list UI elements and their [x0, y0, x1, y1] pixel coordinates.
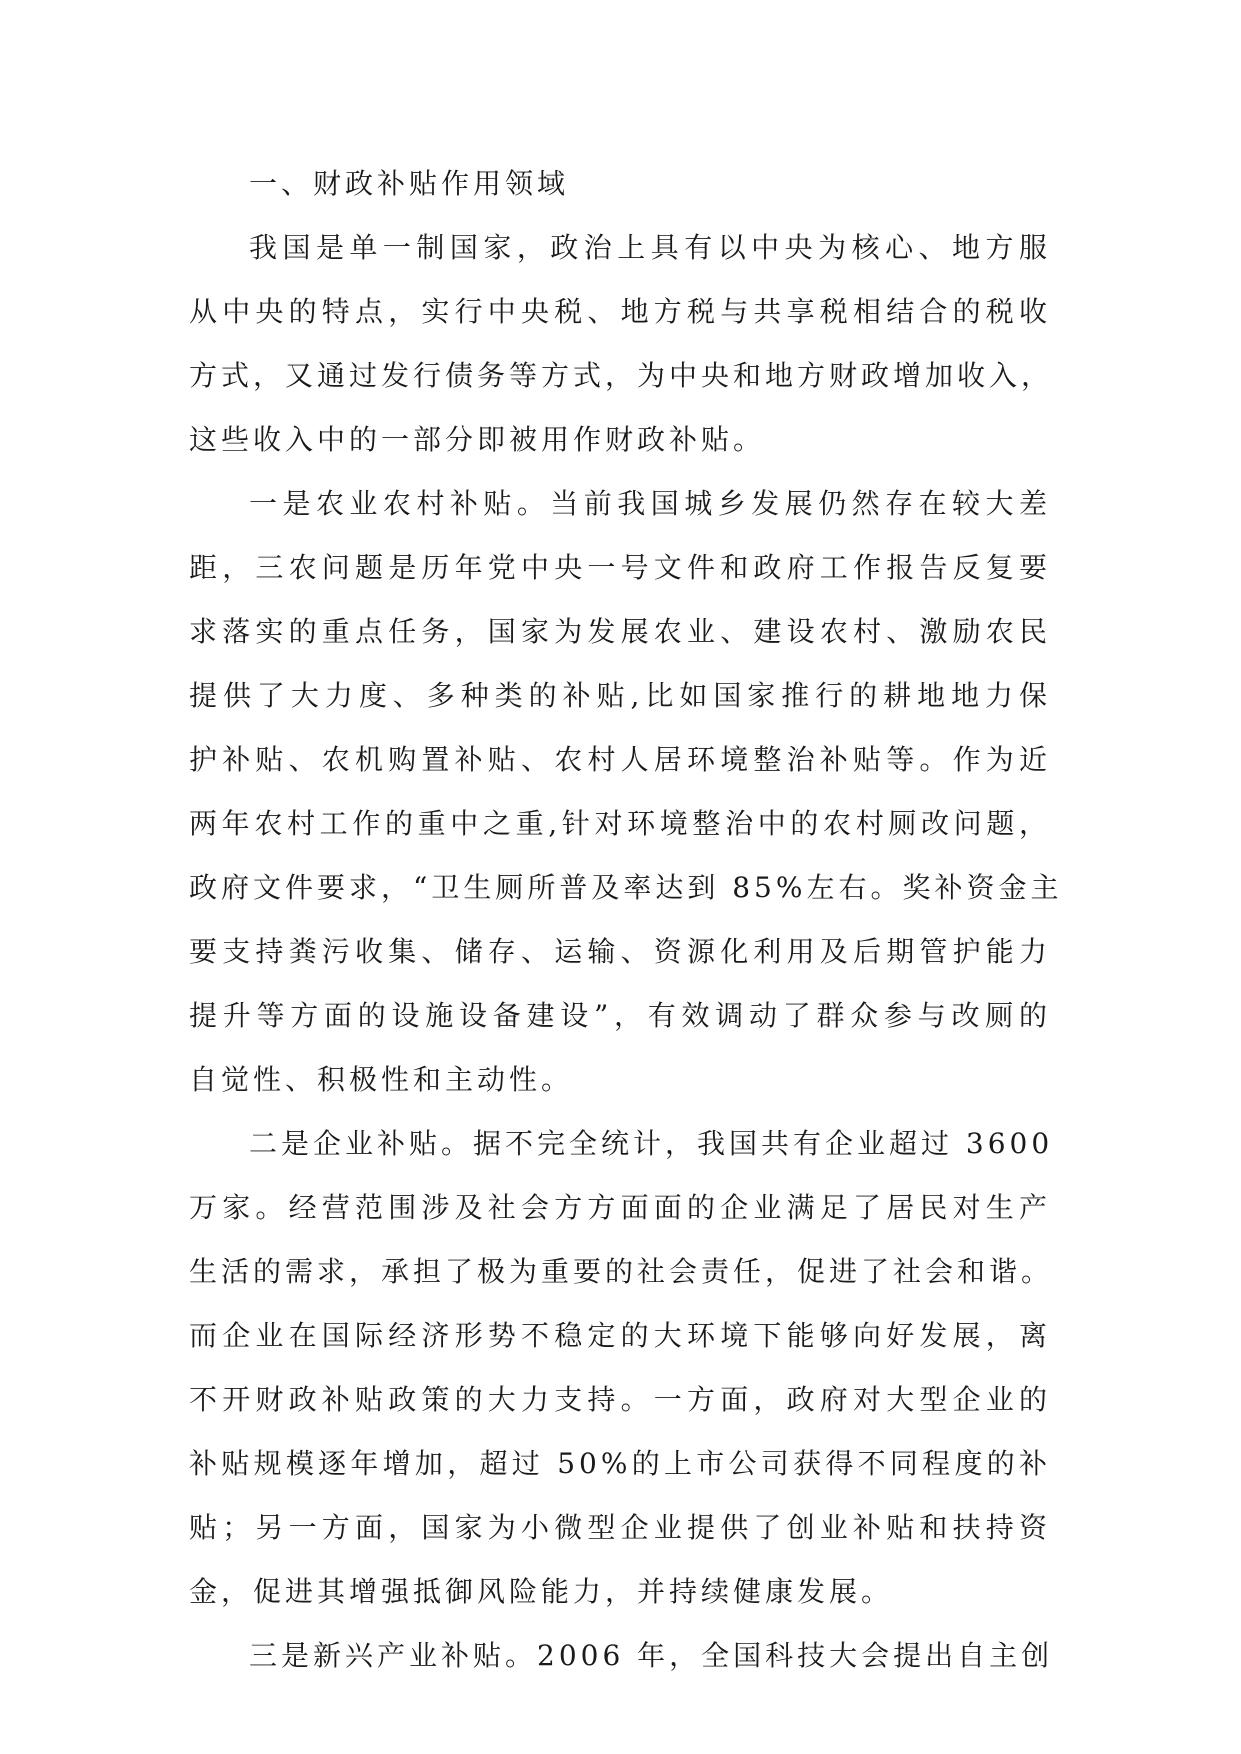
- text-line: 求落实的重点任务，国家为发展农业、建设农村、激励农民: [189, 615, 1051, 648]
- text-line: 一是农业农村补贴。当前我国城乡发展仍然存在较大差: [249, 487, 1051, 520]
- paragraph-agriculture-subsidy: [189, 472, 1063, 1112]
- text-line: 三是新兴产业补贴。2006 年，全国科技大会提出自主创: [249, 1639, 1054, 1672]
- text-line: 我国是单一制国家，政治上具有以中央为核心、地方服: [249, 231, 1051, 264]
- text-line: 金，促进其增强抵御风险能力，并持续健康发展。: [189, 1575, 894, 1608]
- text-line: 不开财政补贴政策的大力支持。一方面，政府对大型企业的: [189, 1383, 1051, 1416]
- text-line: 贴；另一方面，国家为小微型企业提供了创业补贴和扶持资: [189, 1511, 1051, 1544]
- text-line: 提供了大力度、多种类的补贴,比如国家推行的耕地地力保: [189, 679, 1051, 712]
- text-line: 二是企业补贴。据不完全统计，我国共有企业超过 3600: [249, 1127, 1054, 1160]
- text-line: 而企业在国际经济形势不稳定的大环境下能够向好发展，离: [189, 1319, 1051, 1352]
- text-line: 提升等方面的设施设备建设”，有效调动了群众参与改厕的: [189, 999, 1051, 1032]
- text-line: 从中央的特点，实行中央税、地方税与共享税相结合的税收: [189, 295, 1051, 328]
- text-line: 护补贴、农机购置补贴、农村人居环境整治补贴等。作为近: [189, 743, 1051, 776]
- paragraph-enterprise-subsidy: [189, 1112, 1054, 1624]
- text-line: 自觉性、积极性和主动性。: [189, 1063, 574, 1096]
- text-line: 万家。经营范围涉及社会方方面面的企业满足了居民对生产: [189, 1191, 1051, 1224]
- text-line: 生活的需求，承担了极为重要的社会责任，促进了社会和谐。: [189, 1255, 1054, 1288]
- text-line: 政府文件要求，“卫生厕所普及率达到 85%左右。奖补资金主: [189, 871, 1063, 904]
- text-line: 这些收入中的一部分即被用作财政补贴。: [189, 423, 766, 456]
- paragraph-overview: [189, 216, 1054, 472]
- text-line: 两年农村工作的重中之重,针对环境整治中的农村厕改问题，: [189, 807, 1051, 840]
- document-page: [189, 152, 1063, 1688]
- text-line: 补贴规模逐年增加，超过 50%的上市公司获得不同程度的补: [189, 1447, 1051, 1480]
- text-line: 距，三农问题是历年党中央一号文件和政府工作报告反复要: [189, 551, 1051, 584]
- text-line: 方式，又通过发行债务等方式，为中央和地方财政增加收入，: [189, 359, 1054, 392]
- section-heading: 一、财政补贴作用领域: [249, 167, 570, 200]
- text-line: 要支持粪污收集、储存、运输、资源化利用及后期管护能力: [189, 935, 1051, 968]
- paragraph-emerging-industry-subsidy: [189, 1624, 1054, 1688]
